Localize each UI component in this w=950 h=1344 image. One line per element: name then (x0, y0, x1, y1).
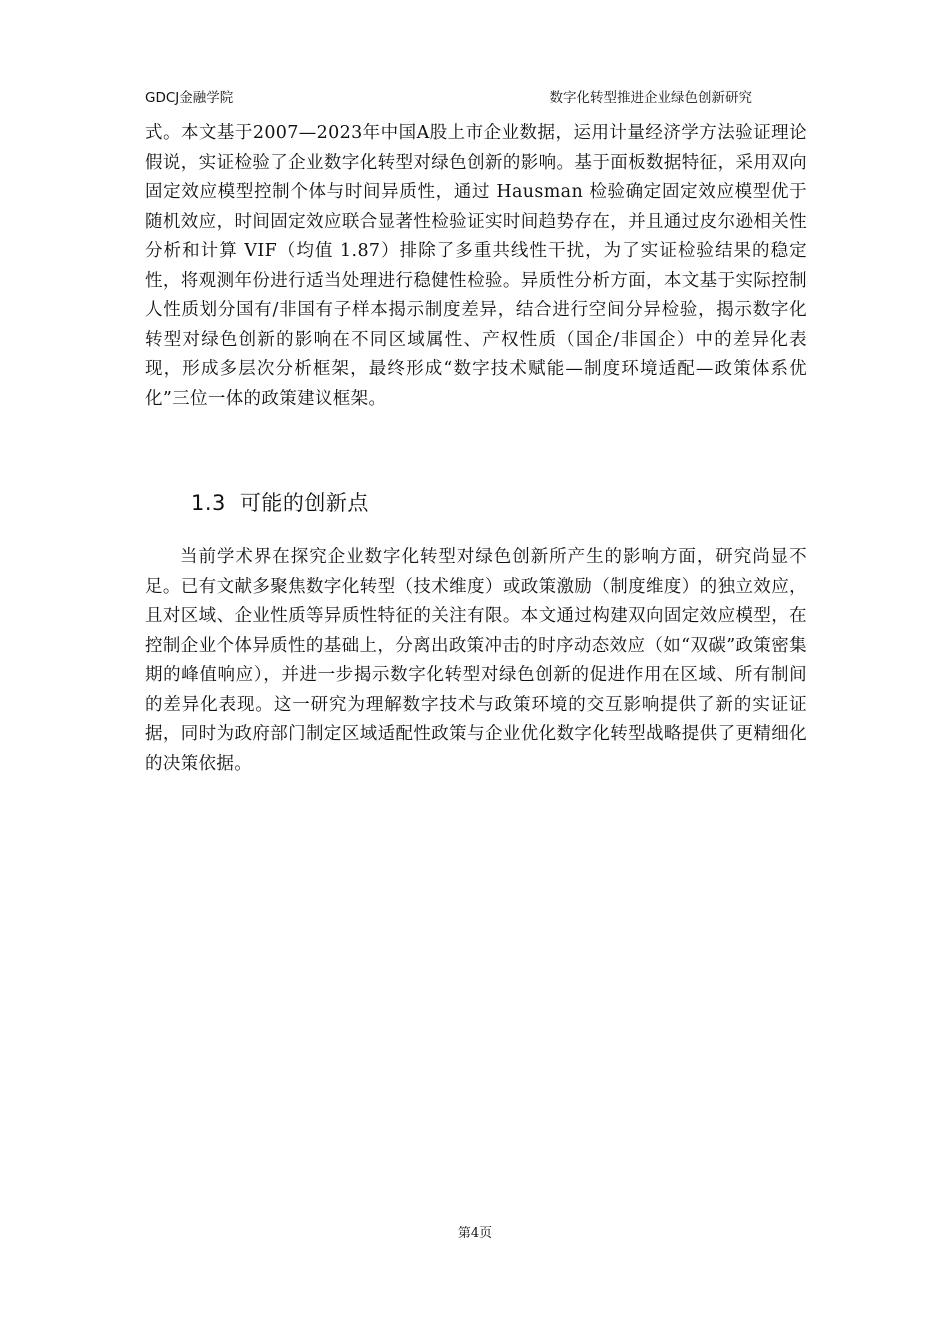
page-header (145, 88, 752, 112)
header-paper-title: 数字化转型推进企业绿色创新研究 (549, 90, 752, 106)
header-divider (145, 112, 805, 113)
page-footer (0, 1224, 950, 1244)
paragraph-method-summary: 式。本文基于2007—2023年中国A股上市企业数据，运用计量经济学方法验证理论假说，实证检验了企业数字化转型对绿色创新的影响。基于面板数据特征，采用双向固定效应模型控制个体与时间异质性，通过 Hausman 检验确定固定效应模型优于随机效应，时间固定效应联合显著性检验证实时间趋势存在，并且通过皮尔逊相关性分析和计算 VIF（均值 1.87）排除了多重共线性干扰，为了实证检验结果的稳定性，将观测年份进行适当处理进行稳健性检验。异质性分析方面，本文基于实际控制人性质划分国有/非国有子样本揭示制度差异，结合进行空间分异检验，揭示数字化转型对绿色创新的影响在不同区域属性、产权性质（国企/非国企）中的差异化表现，形成多层次分析框架，最终形成“数字技术赋能—制度环境适配—政策体系优化”三位一体的政策建议框架。 (145, 123, 807, 409)
section-heading (191, 487, 369, 519)
page-number: 第4页 (457, 1226, 493, 1241)
header-institution: GDCJ金融学院 (145, 90, 234, 106)
paragraph-innovation: 当前学术界在探究企业数字化转型对绿色创新所产生的影响方面，研究尚显不足。已有文献多聚焦数字化转型（技术维度）或政策激励（制度维度）的独立效应，且对区域、企业性质等异质性特征的关注有限。本文通过构建双向固定效应模型，在控制企业个体异质性的基础上，分离出政策冲击的时序动态效应（如“双碳”政策密集期的峰值响应），并进一步揭示数字化转型对绿色创新的促进作用在区域、所有制间的差异化表现。这一研究为理解数字技术与政策环境的交互影响提供了新的实证证据，同时为政府部门制定区域适配性政策与企业优化数字化转型战略提供了更精细化的决策依据。 (145, 547, 807, 774)
section-title: 可能的创新点 (239, 491, 369, 515)
section-number: 1.3 (191, 491, 226, 515)
